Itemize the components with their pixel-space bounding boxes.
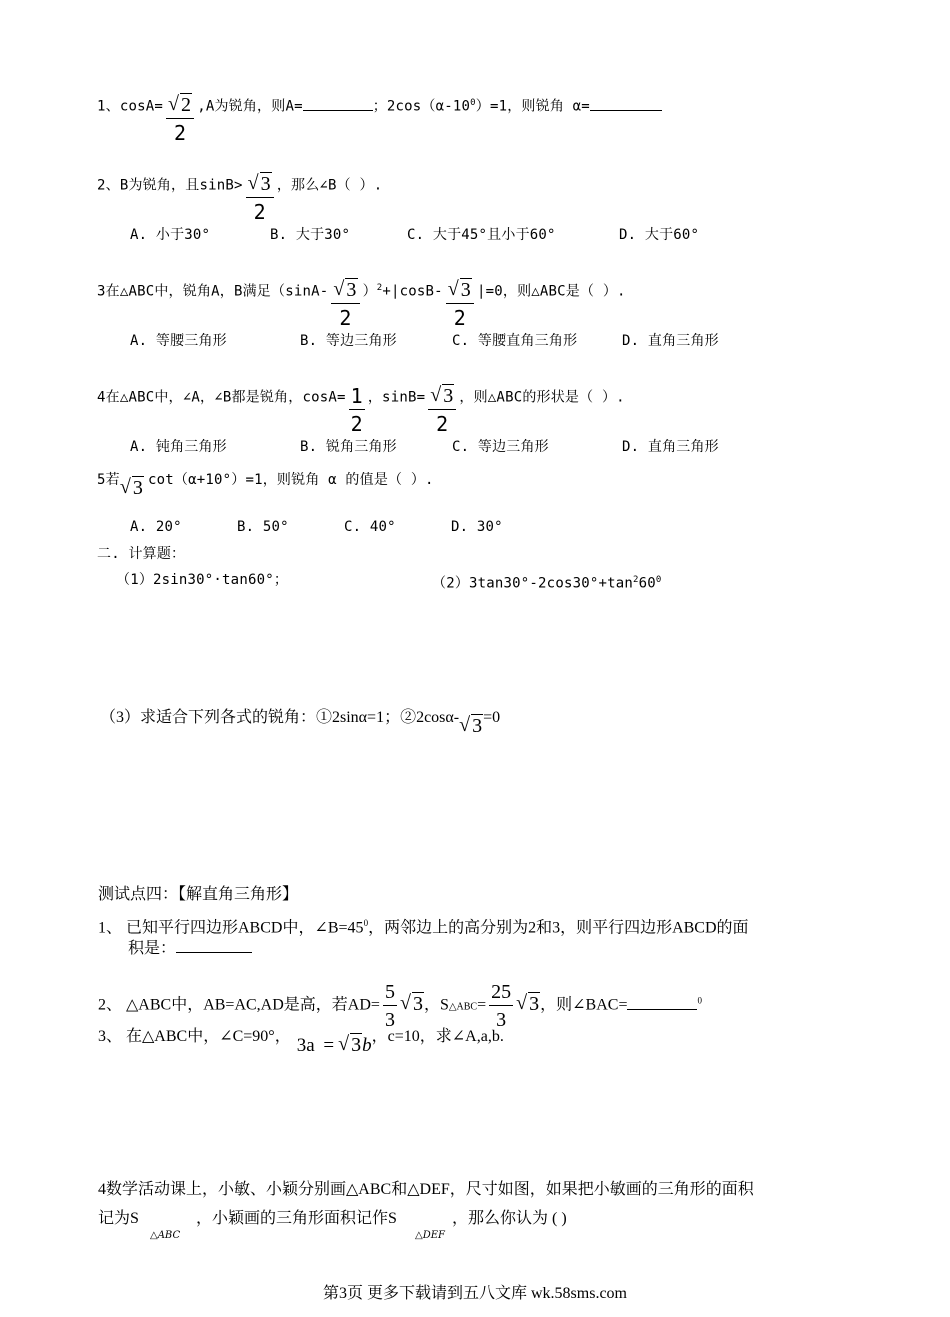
page-footer: 第3页 更多下载请到五八文库 wk.58sms.com <box>322 1285 627 1302</box>
question-1: 1、cosA= √ 2 2 ,A为锐角，则A= ；$2\cos(\alpha-10^0)=1$，则锐角 α= <box>97 81 662 132</box>
answer-blank[interactable] <box>590 109 662 111</box>
problem-4-line-1: 4数学活动课上，小敏、小颖分别画△ABC和△DEF，尺寸如图，如果把小敏画的三角形的面积 <box>98 1181 754 1198</box>
fraction: √ 2 2 <box>166 93 194 144</box>
problem-4-line-2c: ，那么你认为 ( ) <box>452 1210 567 1227</box>
question-2-options <box>130 226 699 244</box>
option-b[interactable]: B. 锐角三角形 <box>300 439 397 455</box>
problem-1-line-2: 积是： <box>128 940 252 958</box>
option-d[interactable]: D. 直角三角形 <box>622 333 719 349</box>
question-3-options <box>130 332 719 350</box>
option-c[interactable]: C. 等边三角形 <box>452 439 549 455</box>
fraction: √ 3 2 <box>428 384 456 435</box>
section-2-title: 二. 计算题： <box>97 546 186 562</box>
option-d[interactable]: D. 直角三角形 <box>622 439 719 455</box>
sqrt: √ 3 <box>399 991 423 1015</box>
equation: 3a = √ 3b <box>296 1033 372 1056</box>
sqrt: √ 2 <box>167 93 192 116</box>
option-a[interactable]: A. 等腰三角形 <box>130 333 227 349</box>
option-b[interactable]: B. 大于30° <box>270 227 351 243</box>
option-b[interactable]: B. 50° <box>237 519 289 535</box>
option-c[interactable]: C. 大于45°且小于60° <box>407 227 556 243</box>
option-c[interactable]: C. 40° <box>344 519 396 535</box>
answer-blank[interactable] <box>303 109 373 111</box>
fraction: √ 3 2 <box>446 278 474 329</box>
option-a[interactable]: A. 钝角三角形 <box>130 439 227 455</box>
option-d[interactable]: D. 大于60° <box>619 227 700 243</box>
fraction: √ 3 2 <box>246 172 274 223</box>
option-d[interactable]: D. 30° <box>451 519 503 535</box>
fraction: $\frac{5}{3}$ <box>384 981 395 1031</box>
problem-3: 3、 在△ABC中，∠C=90°， 3a = √ 3b，c=10，求∠A,a,b. <box>98 1028 504 1056</box>
problem-1-line-1: 1、 已知平行四边形ABCD中，$\angle B=45^0$，两邻边上的高分别为2和3，则平行四边形ABCD的面 <box>98 918 749 937</box>
calc-2: $(2)3\tan 30^\circ-2\cos 30^\circ+\tan^260^0$ <box>432 575 662 592</box>
answer-blank[interactable] <box>176 951 252 953</box>
problem-4-line-2b: ，小颖画的三角形面积记作S <box>196 1210 397 1227</box>
question-5: 5若 √ 3 cot（α+10°）=1，则锐角 α 的值是（ ）. <box>97 472 434 499</box>
fraction: $\frac{25}{3}$ <box>491 981 512 1031</box>
fraction: √ 3 2 <box>331 278 359 329</box>
answer-blank[interactable] <box>627 1008 697 1010</box>
problem-2: 2、 △ABC中，AB=AC,AD是高，若AD= $\frac{5}{3}$ √ 3，S△ABC= $\frac{25}{3}$ √ 3，则∠BAC= $^0$ <box>98 981 702 1031</box>
option-a[interactable]: A. 20° <box>130 519 182 535</box>
question-4-options <box>130 438 719 456</box>
calc-1: （1）2sin30°·tan60°； <box>116 572 289 588</box>
sqrt: √ 3 <box>119 476 144 499</box>
option-c[interactable]: C. 等腰直角三角形 <box>452 333 578 349</box>
calc-3: （3）求适合下列各式的锐角：①2sinα=1；②2cosα- √ 3=0 <box>100 709 501 737</box>
subscript-abc: △ABC <box>150 1230 181 1241</box>
question-3: 3在△ABC中，锐角A，B满足（sinA- √ 3 2 ）$^2$+|cosB- √ 3 2 |=0，则△ABC是（ ）. <box>97 278 626 330</box>
question-5-options <box>130 518 503 536</box>
option-a[interactable]: A. 小于30° <box>130 227 211 243</box>
question-4: 4在△ABC中，∠A，∠B都是锐角，cosA= $\frac{1}{2}$ ，sinB= √ 3 2 ，则△ABC的形状是（ ）. <box>97 383 625 436</box>
option-b[interactable]: B. 等边三角形 <box>300 333 397 349</box>
subscript-def: △DEF <box>415 1230 445 1241</box>
fraction: $\frac{1}{2}$ <box>350 383 363 436</box>
sqrt: √ 3 <box>459 714 483 737</box>
problem-4-line-2: 记为S <box>98 1210 139 1227</box>
question-2: 2、B为锐角，且sinB> √ 3 2 ，那么∠B（ ）. <box>97 172 383 224</box>
section-4-title: 测试点四：【解直角三角形】 <box>98 886 299 903</box>
sqrt: √ 3 <box>516 991 540 1015</box>
